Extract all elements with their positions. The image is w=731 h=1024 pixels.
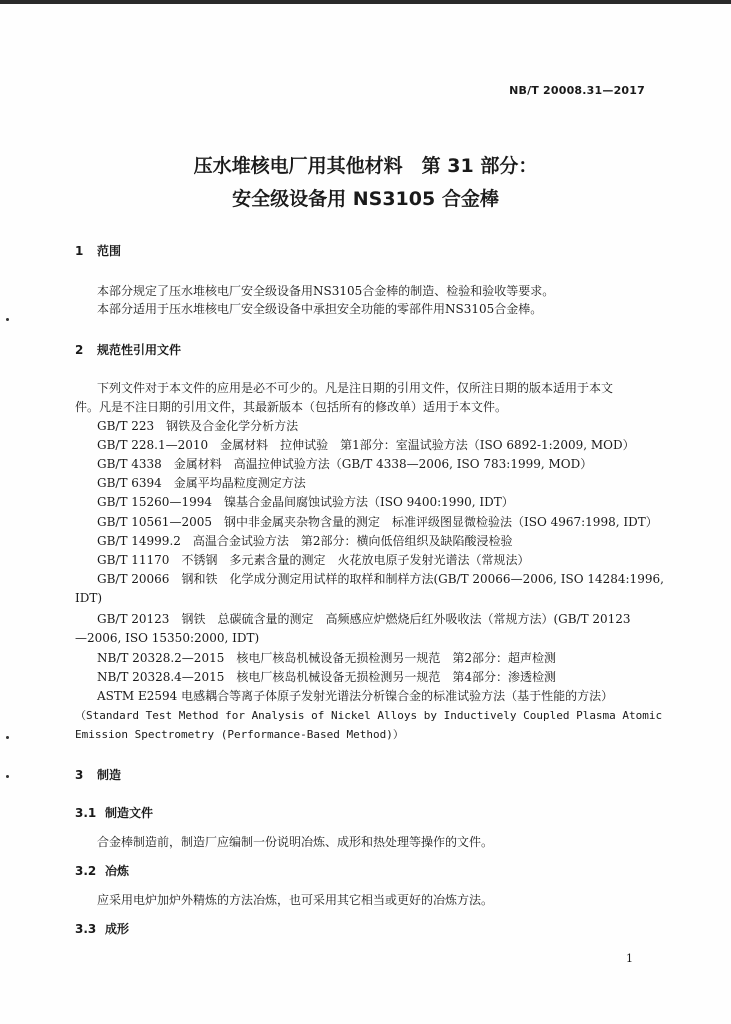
reference-item: NB/T 20328.2—2015 核电厂核岛机械设备无损检测另一规范 第2部分：超声检测	[97, 651, 556, 665]
section-title: 规范性引用文件	[97, 343, 182, 357]
subsection-number: 3.1	[75, 806, 97, 820]
subsection-number: 3.3	[75, 922, 97, 936]
paragraph: 下列文件对于本文件的应用是必不可少的。凡是注日期的引用文件，仅所注日期的版本适用于本文	[97, 381, 614, 395]
reference-item: GB/T 228.1—2010 金属材料 拉伸试验 第1部分：室温试验方法（ISO 6892-1:2009, MOD）	[97, 438, 635, 452]
reference-item-continuation: IDT)	[75, 591, 103, 605]
section-2-heading	[75, 341, 181, 358]
reference-item: GB/T 20123 钢铁 总碳硫含量的测定 高频感应炉燃烧后红外吸收法（常规方法）(GB/T 20123	[97, 612, 631, 626]
subsection-number: 3.2	[75, 864, 97, 878]
reference-item: GB/T 15260—1994 镍基合金晶间腐蚀试验方法（ISO 9400:1990, IDT）	[97, 495, 514, 509]
section-number: 2	[75, 343, 84, 357]
subsection-title: 成形	[105, 922, 130, 936]
scan-speck	[6, 775, 9, 778]
subsection-title: 制造文件	[105, 806, 154, 820]
document-code: NB/T 20008.31—2017	[509, 84, 645, 97]
subsection-title: 冶炼	[105, 864, 130, 878]
section-number: 1	[75, 244, 84, 258]
scan-speck	[6, 736, 9, 739]
reference-item: GB/T 11170 不锈钢 多元素含量的测定 火花放电原子发射光谱法（常规法）	[97, 553, 530, 567]
section-number: 3	[75, 768, 84, 782]
subsection-3-2-heading	[75, 862, 129, 879]
paragraph: 本部分适用于压水堆核电厂安全级设备中承担安全功能的零部件用NS3105合金棒。	[97, 302, 543, 316]
subsection-3-3-heading	[75, 920, 129, 937]
reference-item: GB/T 20066 钢和铁 化学成分测定用试样的取样和制样方法(GB/T 20066—2006, ISO 14284:1996,	[97, 572, 664, 586]
reference-item: GB/T 10561—2005 钢中非金属夹杂物含量的测定 标准评级图显微检验法（ISO 4967:1998, IDT）	[97, 515, 658, 529]
paragraph: 合金棒制造前，制造厂应编制一份说明冶炼、成形和热处理等操作的文件。	[97, 835, 494, 849]
reference-item: GB/T 4338 金属材料 高温拉伸试验方法（GB/T 4338—2006, ISO 783:1999, MOD）	[97, 457, 593, 471]
reference-item-continuation: —2006, ISO 15350:2000, IDT)	[75, 631, 260, 645]
paragraph: 应采用电炉加炉外精炼的方法冶炼，也可采用其它相当或更好的冶炼方法。	[97, 893, 494, 907]
reference-item: GB/T 6394 金属平均晶粒度测定方法	[97, 476, 306, 490]
subsection-3-1-heading	[75, 804, 153, 821]
scan-speck	[6, 318, 9, 321]
reference-item-continuation: Emission Spectrometry (Performance-Based Method)）	[75, 728, 404, 741]
scan-top-border	[0, 0, 731, 4]
section-3-heading	[75, 766, 121, 783]
reference-item: NB/T 20328.4—2015 核电厂核岛机械设备无损检测另一规范 第4部分：渗透检测	[97, 670, 556, 684]
page-number: 1	[626, 952, 633, 965]
reference-item: GB/T 14999.2 高温合金试验方法 第2部分：横向低倍组织及缺陷酸浸检验	[97, 534, 513, 548]
paragraph: 件。凡是不注日期的引用文件，其最新版本（包括所有的修改单）适用于本文件。	[75, 400, 508, 414]
reference-item-continuation: （Standard Test Method for Analysis of Nickel Alloys by Inductively Coupled Plasma Atomic	[75, 709, 663, 722]
paragraph: 本部分规定了压水堆核电厂安全级设备用NS3105合金棒的制造、检验和验收等要求。	[97, 284, 555, 298]
document-title-line-1: 压水堆核电厂用其他材料 第 31 部分：	[193, 155, 538, 177]
section-title: 范围	[97, 244, 122, 258]
section-title: 制造	[97, 768, 122, 782]
document-title-line-2: 安全级设备用 NS3105 合金棒	[232, 188, 499, 210]
reference-item: GB/T 223 钢铁及合金化学分析方法	[97, 419, 299, 433]
reference-item: ASTM E2594 电感耦合等离子体原子发射光谱法分析镍合金的标准试验方法（基于性能的方法）	[97, 689, 614, 703]
section-1-heading	[75, 242, 121, 259]
